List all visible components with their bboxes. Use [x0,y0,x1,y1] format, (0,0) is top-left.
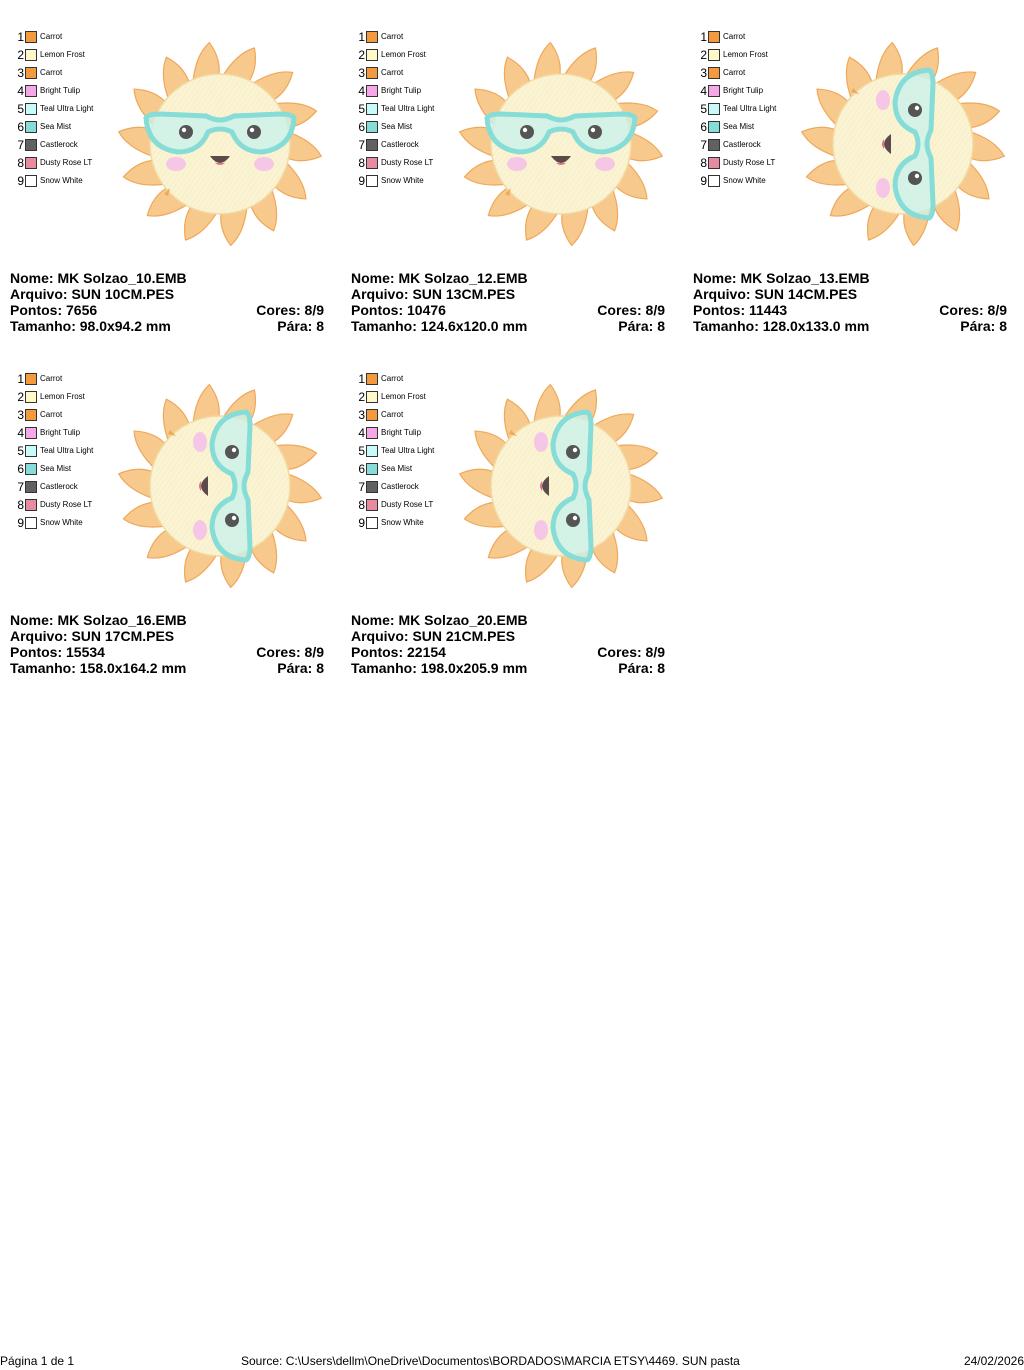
legend-number: 7 [358,138,365,152]
stitch-count: Pontos: 15534 [10,644,105,660]
legend-row [697,172,807,190]
legend-color-name: Snow White [723,176,766,185]
legend-number: 5 [17,444,24,458]
legend-row [14,154,124,172]
legend-row [697,136,807,154]
legend-number: 1 [358,372,365,386]
legend-color-name: Snow White [381,518,424,527]
color-swatch [366,373,378,385]
design-size: Tamanho: 98.0x94.2 mm [10,318,171,334]
legend-row [14,100,124,118]
legend-row [355,100,465,118]
legend-number: 2 [700,48,707,62]
thread-color-legend [697,28,807,190]
legend-row [355,64,465,82]
color-swatch [708,85,720,97]
legend-number: 5 [700,102,707,116]
legend-color-name: Dusty Rose LT [381,500,434,509]
color-swatch [366,391,378,403]
legend-color-name: Snow White [40,176,83,185]
color-swatch [708,157,720,169]
design-name: Nome: MK Solzao_16.EMB [10,612,187,628]
legend-number: 5 [17,102,24,116]
color-swatch [25,139,37,151]
color-swatch [25,31,37,43]
design-info [10,612,324,676]
design-card [351,366,671,696]
legend-number: 9 [700,174,707,188]
legend-row [355,496,465,514]
legend-row [14,172,124,190]
legend-row [697,46,807,64]
color-swatch [25,373,37,385]
legend-row [355,172,465,190]
legend-color-name: Teal Ultra Light [381,446,435,455]
legend-number: 4 [17,84,24,98]
legend-number: 2 [17,390,24,404]
design-preview [453,24,669,264]
legend-row [14,388,124,406]
legend-color-name: Carrot [723,32,746,41]
legend-color-name: Bright Tulip [40,86,81,95]
design-preview [112,366,328,606]
legend-color-name: Snow White [381,176,424,185]
stitch-count: Pontos: 11443 [693,302,788,318]
color-swatch [25,391,37,403]
color-swatch [366,409,378,421]
color-swatch [366,103,378,115]
legend-number: 7 [17,138,24,152]
legend-number: 3 [17,66,24,80]
legend-number: 2 [17,48,24,62]
legend-row [355,28,465,46]
legend-row [355,424,465,442]
legend-row [355,514,465,532]
legend-row [355,478,465,496]
legend-color-name: Lemon Frost [381,392,426,401]
design-file: Arquivo: SUN 17CM.PES [10,628,175,644]
color-swatch [25,175,37,187]
color-swatch [25,49,37,61]
legend-number: 3 [358,408,365,422]
legend-number: 6 [358,462,365,476]
legend-number: 9 [358,174,365,188]
color-swatch [708,139,720,151]
legend-color-name: Dusty Rose LT [40,500,93,509]
color-count: Cores: 8/9 [597,644,665,660]
legend-color-name: Carrot [381,68,404,77]
legend-row [355,118,465,136]
legend-color-name: Teal Ultra Light [40,104,94,113]
color-swatch [25,157,37,169]
color-swatch [708,121,720,133]
stop-count: Pára: 8 [618,318,665,334]
thread-color-legend [14,28,124,190]
legend-color-name: Carrot [723,68,746,77]
legend-row [697,28,807,46]
source-path: Source: C:\Users\dellm\OneDrive\Documentos\BORDADOS\MARCIA ETSY\4469. SUN pasta [241,1354,740,1368]
design-card [10,366,330,696]
legend-color-name: Bright Tulip [381,86,422,95]
legend-number: 4 [358,426,365,440]
color-swatch [25,445,37,457]
legend-color-name: Castlerock [723,140,761,149]
design-card [693,24,1013,354]
legend-color-name: Carrot [40,32,63,41]
design-file: Arquivo: SUN 14CM.PES [693,286,858,302]
design-name: Nome: MK Solzao_13.EMB [693,270,870,286]
legend-color-name: Teal Ultra Light [40,446,94,455]
stitch-count: Pontos: 7656 [10,302,98,318]
design-size: Tamanho: 124.6x120.0 mm [351,318,528,334]
design-card [10,24,330,354]
thread-color-legend [355,28,465,190]
legend-color-name: Lemon Frost [40,50,85,59]
legend-row [14,370,124,388]
legend-color-name: Snow White [40,518,83,527]
legend-number: 3 [700,66,707,80]
legend-number: 7 [17,480,24,494]
legend-color-name: Castlerock [381,140,419,149]
legend-number: 4 [700,84,707,98]
legend-number: 1 [17,30,24,44]
legend-number: 9 [17,174,24,188]
legend-number: 5 [358,102,365,116]
stitch-count: Pontos: 22154 [351,644,446,660]
legend-color-name: Teal Ultra Light [381,104,435,113]
color-swatch [25,85,37,97]
legend-color-name: Sea Mist [40,122,72,131]
color-swatch [25,409,37,421]
design-file: Arquivo: SUN 13CM.PES [351,286,516,302]
legend-color-name: Dusty Rose LT [381,158,434,167]
legend-row [697,64,807,82]
legend-color-name: Teal Ultra Light [723,104,777,113]
color-swatch [25,481,37,493]
sun-with-glasses-illustration [112,366,328,606]
legend-number: 8 [358,498,365,512]
color-swatch [25,103,37,115]
legend-number: 1 [358,30,365,44]
color-swatch [366,121,378,133]
legend-row [14,118,124,136]
color-swatch [366,31,378,43]
legend-row [355,82,465,100]
design-preview [112,24,328,264]
legend-row [14,442,124,460]
stop-count: Pára: 8 [277,318,324,334]
legend-row [355,370,465,388]
legend-number: 7 [358,480,365,494]
legend-number: 8 [17,156,24,170]
stop-count: Pára: 8 [277,660,324,676]
color-swatch [25,121,37,133]
design-size: Tamanho: 158.0x164.2 mm [10,660,187,676]
legend-color-name: Sea Mist [381,464,413,473]
legend-number: 9 [17,516,24,530]
legend-color-name: Castlerock [40,140,78,149]
legend-row [14,406,124,424]
legend-number: 4 [358,84,365,98]
legend-color-name: Carrot [381,410,404,419]
color-swatch [366,499,378,511]
legend-number: 6 [17,462,24,476]
legend-number: 2 [358,390,365,404]
color-swatch [25,67,37,79]
legend-row [14,64,124,82]
legend-color-name: Lemon Frost [40,392,85,401]
color-swatch [366,427,378,439]
legend-row [355,46,465,64]
legend-number: 7 [700,138,707,152]
legend-row [697,118,807,136]
legend-number: 6 [17,120,24,134]
design-preview [795,24,1011,264]
legend-color-name: Bright Tulip [723,86,764,95]
legend-row [14,28,124,46]
design-size: Tamanho: 128.0x133.0 mm [693,318,870,334]
stitch-count: Pontos: 10476 [351,302,446,318]
design-name: Nome: MK Solzao_20.EMB [351,612,528,628]
legend-row [697,154,807,172]
legend-number: 2 [358,48,365,62]
design-file: Arquivo: SUN 10CM.PES [10,286,175,302]
legend-color-name: Carrot [40,374,63,383]
legend-color-name: Carrot [40,68,63,77]
design-name: Nome: MK Solzao_12.EMB [351,270,528,286]
legend-color-name: Bright Tulip [40,428,81,437]
legend-row [355,388,465,406]
sun-with-glasses-illustration [453,24,669,264]
color-swatch [366,175,378,187]
legend-row [14,514,124,532]
color-swatch [366,139,378,151]
legend-number: 3 [17,408,24,422]
legend-row [355,136,465,154]
color-swatch [708,49,720,61]
color-swatch [25,517,37,529]
design-preview [453,366,669,606]
legend-number: 6 [700,120,707,134]
thread-color-legend [355,370,465,532]
legend-row [697,100,807,118]
legend-color-name: Sea Mist [40,464,72,473]
color-swatch [366,67,378,79]
color-swatch [708,67,720,79]
color-count: Cores: 8/9 [256,302,324,318]
legend-number: 8 [17,498,24,512]
legend-number: 8 [358,156,365,170]
design-info [351,612,665,676]
color-count: Cores: 8/9 [939,302,1007,318]
design-size: Tamanho: 198.0x205.9 mm [351,660,528,676]
stop-count: Pára: 8 [960,318,1007,334]
color-swatch [708,175,720,187]
legend-row [355,406,465,424]
print-date: 24/02/2026 [963,1354,1024,1368]
stop-count: Pára: 8 [618,660,665,676]
legend-row [14,82,124,100]
legend-color-name: Lemon Frost [723,50,768,59]
legend-number: 4 [17,426,24,440]
legend-row [14,478,124,496]
color-swatch [366,49,378,61]
sun-with-glasses-illustration [453,366,669,606]
legend-row [14,424,124,442]
legend-color-name: Carrot [381,374,404,383]
color-swatch [366,517,378,529]
page-number: Página 1 de 1 [0,1354,75,1368]
legend-row [355,154,465,172]
color-swatch [366,463,378,475]
legend-number: 1 [700,30,707,44]
color-swatch [25,499,37,511]
legend-row [697,82,807,100]
color-swatch [708,31,720,43]
legend-number: 8 [700,156,707,170]
legend-number: 1 [17,372,24,386]
color-count: Cores: 8/9 [597,302,665,318]
color-swatch [366,157,378,169]
legend-number: 5 [358,444,365,458]
legend-color-name: Sea Mist [723,122,755,131]
legend-color-name: Carrot [381,32,404,41]
sun-with-glasses-illustration [112,24,328,264]
legend-row [14,460,124,478]
legend-color-name: Dusty Rose LT [723,158,776,167]
color-count: Cores: 8/9 [256,644,324,660]
legend-number: 3 [358,66,365,80]
legend-color-name: Dusty Rose LT [40,158,93,167]
color-swatch [366,445,378,457]
design-name: Nome: MK Solzao_10.EMB [10,270,187,286]
legend-number: 9 [358,516,365,530]
legend-color-name: Bright Tulip [381,428,422,437]
design-file: Arquivo: SUN 21CM.PES [351,628,516,644]
legend-color-name: Castlerock [40,482,78,491]
legend-row [14,136,124,154]
color-swatch [25,427,37,439]
color-swatch [366,481,378,493]
legend-row [14,496,124,514]
legend-row [355,460,465,478]
legend-color-name: Sea Mist [381,122,413,131]
design-info [693,270,1007,334]
legend-row [14,46,124,64]
color-swatch [366,85,378,97]
color-swatch [708,103,720,115]
legend-color-name: Lemon Frost [381,50,426,59]
color-swatch [25,463,37,475]
legend-color-name: Carrot [40,410,63,419]
design-info [10,270,324,334]
legend-row [355,442,465,460]
legend-number: 6 [358,120,365,134]
thread-color-legend [14,370,124,532]
legend-color-name: Castlerock [381,482,419,491]
design-card [351,24,671,354]
design-info [351,270,665,334]
sun-with-glasses-illustration [795,24,1011,264]
